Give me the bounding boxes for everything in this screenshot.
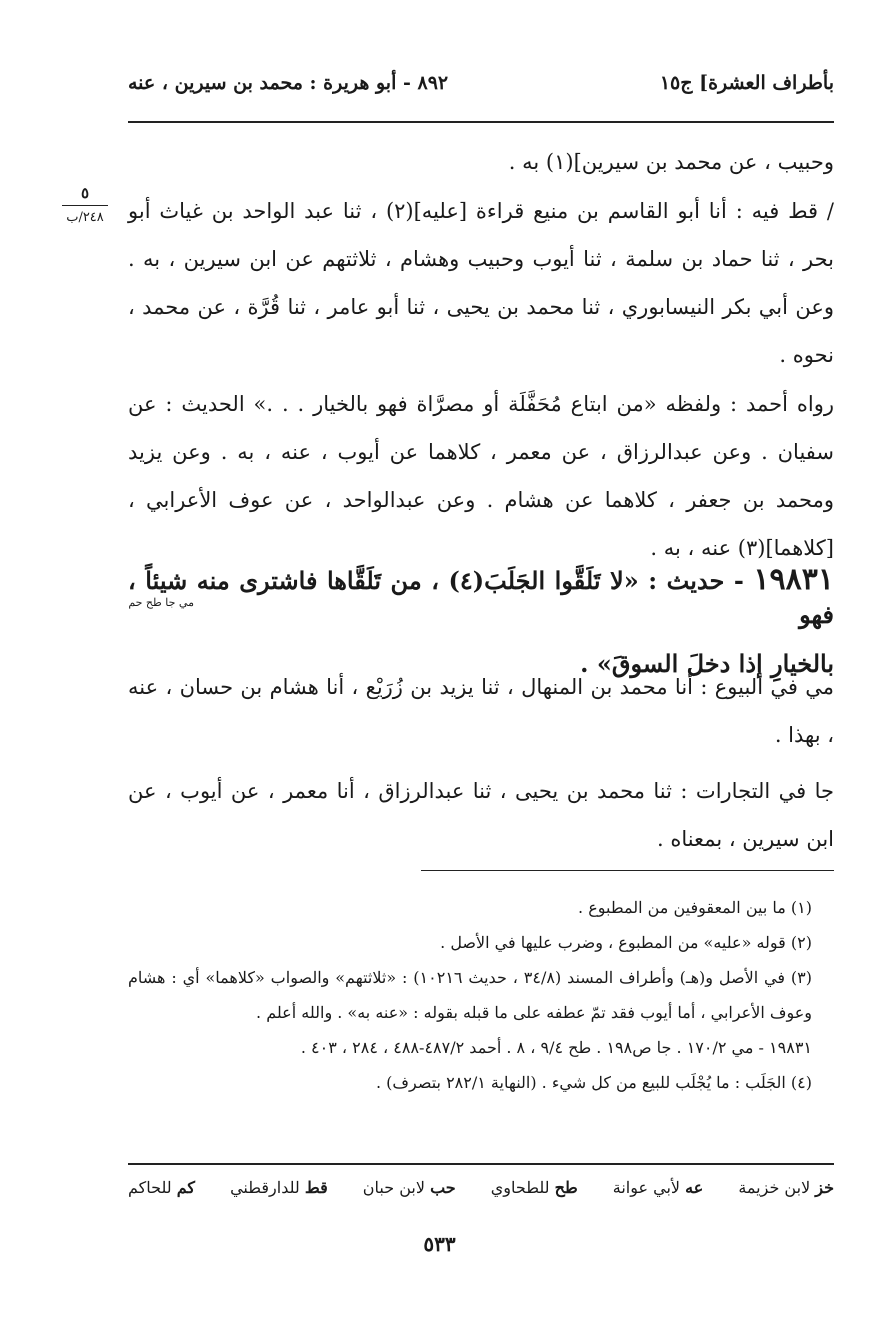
footnote-4: (٤) الجَلَب : ما يُجْلَب للبيع من كل شيء . (النهاية ٢٨٢/١ بتصرف) . <box>375 1073 812 1092</box>
legend-item: حب لابن حبان <box>362 1178 456 1197</box>
paragraph-2: / قط فيه : أنا أبو القاسم بن منيع قراءة [عليه](٢) ، ثنا عبد الواحد بن غياث أبو بحر ، ثنا حماد بن سلمة ، ثنا أيوب وحبيب وهشام ، ثلاثتهم عن ابن سيرين ، به . وعن أبي بكر النيسابوري ، ثنا محمد بن يحيى ، ثنا أبو عامر ، ثنا قُرَّة ، عن محمد ، نحوه . <box>128 199 834 367</box>
legend-rule <box>128 1163 834 1165</box>
legend-item: عه لأبي عوانة <box>612 1178 704 1197</box>
footnotes <box>128 890 834 1100</box>
folio-reference: ٢٤٨/ب <box>66 210 104 225</box>
hadith-line-1 <box>128 563 834 632</box>
folio-divider <box>62 205 108 206</box>
abbreviation-legend <box>128 1178 834 1208</box>
running-header <box>128 72 834 106</box>
manuscript-folio-note <box>55 185 115 226</box>
footnote-1: (١) ما بين المعقوفين من المطبوع . <box>578 898 812 917</box>
legend-item: كم للحاكم <box>128 1178 196 1197</box>
footnote-3: (٣) في الأصل و(هـ) وأطراف المسند (٣٤/٨ ، حديث ١٠٢١٦) : «ثلاثتهم» والصواب «كلاهما» أي : هشام وعوف الأعرابي ، أما أيوب فقد تمّ عطفه على ما قبله بقوله : «عنه به» . والله أعلم . <box>128 968 813 1022</box>
paragraph-3: رواه أحمد : ولفظه «من ابتاع مُحَفَّلَة أو مصرَّاة فهو بالخيار . . .» الحديث : عن سفيان . وعن عبدالرزاق ، عن معمر ، كلاهما عن أيوب ، عنه ، به . وعن يزيد ومحمد بن جعفر ، كلاهما عن هشام . وعن عبدالواحد ، عن عوف الأعرابي ، [كلاهما](٣) عنه ، به . <box>128 392 834 560</box>
legend-item: خز لابن خزيمة <box>738 1178 834 1197</box>
legend-item: قط للدارقطني <box>230 1178 328 1197</box>
footnote-rule <box>421 870 834 871</box>
header-volume-title: بأطراف العشرة] ج١٥ <box>659 72 834 94</box>
folio-number: ٥ <box>80 184 90 202</box>
hadith-line-2: بالخيارِ إذا دخلَ السوقَ» . <box>580 649 834 678</box>
hadith-sigla: مي جا طح حم <box>128 596 194 609</box>
footnote-reference: ١٩٨٣١ - مي ١٧٠/٢ . جا ص١٩٨ . طح ٩/٤ ، ٨ . أحمد ٤٨٧/٢-٤٨٨ ، ٢٨٤ ، ٤٠٣ . <box>300 1038 812 1057</box>
hadith-number: ١٩٨٣١ <box>753 562 834 597</box>
paragraph-5: جا في التجارات : ثنا محمد بن يحيى ، ثنا عبدالرزاق ، أنا معمر ، عن أيوب ، عن ابن سيرين ، بمعناه . <box>128 779 834 851</box>
header-rule <box>128 121 834 123</box>
legend-item: طح للطحاوي <box>490 1178 578 1197</box>
footnote-2: (٢) قوله «عليه» من المطبوع ، وضرب عليها في الأصل . <box>440 933 812 952</box>
hadith-text-1: - حديث : «لا تَلَقَّوا الجَلَبَ(٤) ، من تَلَقَّاها فاشترى منه شيئاً ، فهو <box>128 566 834 629</box>
header-chapter-title: ٨٩٢ - أبو هريرة : محمد بن سيرين ، عنه <box>128 72 449 94</box>
paragraph-4: مي في البيوع : أنا محمد بن المنهال ، ثنا يزيد بن زُرَيْع ، أنا هشام بن حسان ، عنه ، بهذا . <box>128 675 834 747</box>
page-number: ٥٣٣ <box>423 1232 456 1256</box>
paragraph-1: وحبيب ، عن محمد بن سيرين](١) به . <box>508 150 834 174</box>
